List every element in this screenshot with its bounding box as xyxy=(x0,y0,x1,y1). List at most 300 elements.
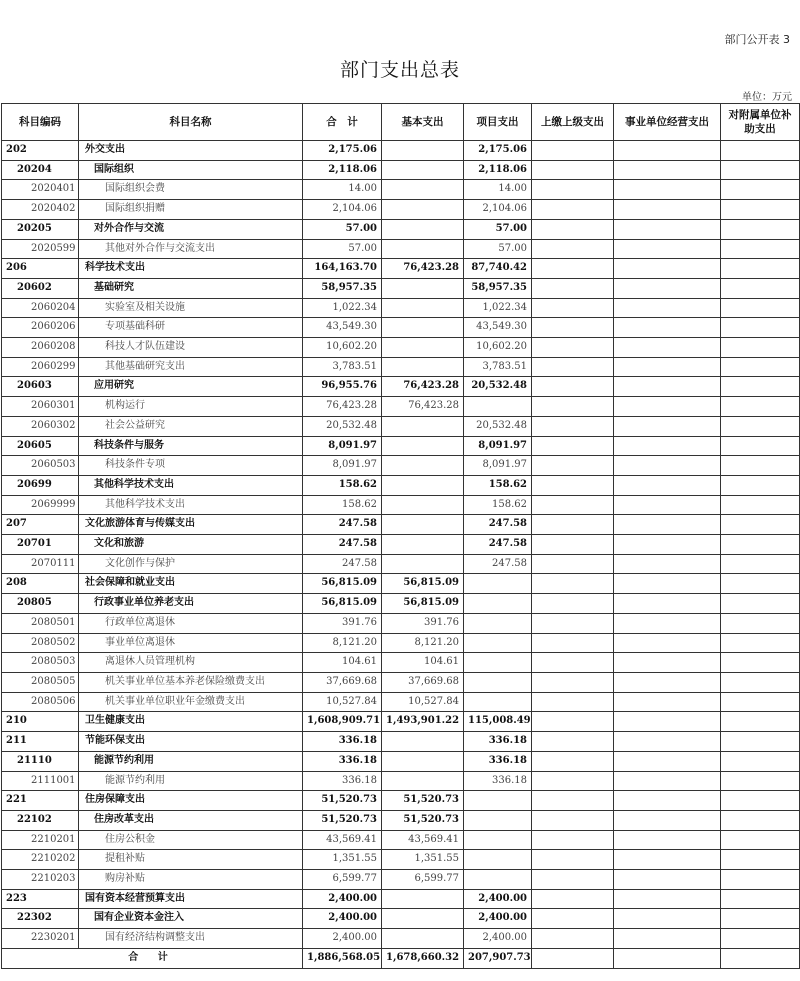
cell-project: 43,549.30 xyxy=(464,318,532,338)
cell-basic xyxy=(382,219,464,239)
cell-subsidy xyxy=(721,416,800,436)
subject-name: 对外合作与交流 xyxy=(79,219,303,239)
cell-business xyxy=(614,475,721,495)
cell-subsidy xyxy=(721,318,800,338)
cell-upper xyxy=(532,771,614,791)
total-row xyxy=(2,948,800,968)
subject-code: 20805 xyxy=(2,594,79,614)
cell-upper xyxy=(532,397,614,417)
table-row xyxy=(2,259,800,279)
cell-subsidy xyxy=(721,830,800,850)
cell-upper xyxy=(532,791,614,811)
cell-upper xyxy=(532,416,614,436)
cell-total: 3,783.51 xyxy=(303,357,382,377)
subject-code: 211 xyxy=(2,732,79,752)
cell-upper xyxy=(532,653,614,673)
cell-business xyxy=(614,200,721,220)
cell-business xyxy=(614,298,721,318)
cell-total: 104.61 xyxy=(303,653,382,673)
header-row xyxy=(2,104,800,141)
cell-project xyxy=(464,653,532,673)
cell-business xyxy=(614,495,721,515)
cell-total: 8,121.20 xyxy=(303,633,382,653)
cell-basic xyxy=(382,751,464,771)
cell-project xyxy=(464,830,532,850)
table-row xyxy=(2,909,800,929)
cell-subsidy xyxy=(721,298,800,318)
cell-project: 10,602.20 xyxy=(464,338,532,358)
cell-subsidy xyxy=(721,278,800,298)
table-row xyxy=(2,870,800,890)
subject-code: 2210201 xyxy=(2,830,79,850)
cell-project: 57.00 xyxy=(464,219,532,239)
cell-upper xyxy=(532,751,614,771)
cell-project: 247.58 xyxy=(464,535,532,555)
cell-project xyxy=(464,850,532,870)
cell-business xyxy=(614,456,721,476)
subject-code: 2080506 xyxy=(2,692,79,712)
table-row xyxy=(2,712,800,732)
cell-subsidy xyxy=(721,751,800,771)
cell-subsidy xyxy=(721,692,800,712)
table-row xyxy=(2,535,800,555)
cell-basic: 76,423.28 xyxy=(382,377,464,397)
cell-upper xyxy=(532,554,614,574)
cell-business xyxy=(614,574,721,594)
cell-subsidy xyxy=(721,200,800,220)
cell-subsidy xyxy=(721,180,800,200)
cell-business xyxy=(614,870,721,890)
subject-code: 21110 xyxy=(2,751,79,771)
subject-code: 2020402 xyxy=(2,200,79,220)
cell-upper xyxy=(532,870,614,890)
cell-total: 58,957.35 xyxy=(303,278,382,298)
subject-name: 外交支出 xyxy=(79,141,303,161)
cell-basic xyxy=(382,554,464,574)
cell-upper xyxy=(532,180,614,200)
cell-total: 56,815.09 xyxy=(303,594,382,614)
cell-upper xyxy=(532,850,614,870)
cell-basic xyxy=(382,318,464,338)
subject-code: 2210202 xyxy=(2,850,79,870)
subject-code: 2080503 xyxy=(2,653,79,673)
cell-subsidy xyxy=(721,141,800,161)
cell-business xyxy=(614,692,721,712)
cell-subsidy xyxy=(721,160,800,180)
subject-name: 购房补贴 xyxy=(79,870,303,890)
table-row xyxy=(2,929,800,949)
table-row xyxy=(2,397,800,417)
cell-business xyxy=(614,219,721,239)
cell-business xyxy=(614,535,721,555)
cell-business xyxy=(614,751,721,771)
cell-subsidy xyxy=(721,515,800,535)
cell-upper xyxy=(532,239,614,259)
cell-basic xyxy=(382,515,464,535)
cell-project: 3,783.51 xyxy=(464,357,532,377)
subject-code: 2060301 xyxy=(2,397,79,417)
total-project: 207,907.73 xyxy=(464,948,532,968)
subject-code: 210 xyxy=(2,712,79,732)
subject-name: 其他基础研究支出 xyxy=(79,357,303,377)
cell-total: 10,527.84 xyxy=(303,692,382,712)
cell-project: 14.00 xyxy=(464,180,532,200)
cell-subsidy xyxy=(721,219,800,239)
cell-upper xyxy=(532,436,614,456)
cell-total: 164,163.70 xyxy=(303,259,382,279)
cell-project xyxy=(464,613,532,633)
cell-subsidy xyxy=(721,436,800,456)
cell-project: 2,400.00 xyxy=(464,889,532,909)
subject-code: 2080505 xyxy=(2,672,79,692)
cell-basic: 6,599.77 xyxy=(382,870,464,890)
table-row xyxy=(2,318,800,338)
cell-subsidy xyxy=(721,554,800,574)
cell-project: 336.18 xyxy=(464,771,532,791)
table-row xyxy=(2,475,800,495)
subject-name: 其他科学技术支出 xyxy=(79,495,303,515)
cell-subsidy xyxy=(721,574,800,594)
table-row xyxy=(2,810,800,830)
cell-project: 87,740.42 xyxy=(464,259,532,279)
cell-basic xyxy=(382,456,464,476)
cell-business xyxy=(614,338,721,358)
total-sum: 1,886,568.05 xyxy=(303,948,382,968)
cell-total: 247.58 xyxy=(303,515,382,535)
subject-name: 能源节约利用 xyxy=(79,751,303,771)
total-basic: 1,678,660.32 xyxy=(382,948,464,968)
cell-total: 76,423.28 xyxy=(303,397,382,417)
cell-basic: 56,815.09 xyxy=(382,594,464,614)
cell-project: 20,532.48 xyxy=(464,416,532,436)
table-row xyxy=(2,574,800,594)
cell-basic xyxy=(382,298,464,318)
cell-upper xyxy=(532,633,614,653)
table-row xyxy=(2,554,800,574)
cell-upper xyxy=(532,456,614,476)
cell-basic: 76,423.28 xyxy=(382,397,464,417)
cell-total: 20,532.48 xyxy=(303,416,382,436)
cell-basic xyxy=(382,338,464,358)
cell-project: 247.58 xyxy=(464,554,532,574)
cell-basic xyxy=(382,929,464,949)
cell-subsidy xyxy=(721,338,800,358)
cell-upper xyxy=(532,594,614,614)
cell-subsidy xyxy=(721,495,800,515)
subject-name: 科技条件专项 xyxy=(79,456,303,476)
table-row xyxy=(2,889,800,909)
cell-business xyxy=(614,810,721,830)
subject-name: 其他科学技术支出 xyxy=(79,475,303,495)
cell-upper xyxy=(532,535,614,555)
subject-name: 机关事业单位职业年金缴费支出 xyxy=(79,692,303,712)
cell-basic: 76,423.28 xyxy=(382,259,464,279)
table-row xyxy=(2,791,800,811)
cell-basic xyxy=(382,535,464,555)
subject-name: 住房改革支出 xyxy=(79,810,303,830)
col-header-total: 合 计 xyxy=(303,104,382,141)
cell-upper xyxy=(532,475,614,495)
subject-name: 应用研究 xyxy=(79,377,303,397)
subject-code: 2069999 xyxy=(2,495,79,515)
cell-business xyxy=(614,712,721,732)
col-header-upper: 上缴上级支出 xyxy=(532,104,614,141)
cell-total: 1,608,909.71 xyxy=(303,712,382,732)
cell-business xyxy=(614,909,721,929)
cell-business xyxy=(614,160,721,180)
table-row xyxy=(2,830,800,850)
cell-subsidy xyxy=(721,732,800,752)
table-row xyxy=(2,653,800,673)
table-row xyxy=(2,219,800,239)
cell-business xyxy=(614,633,721,653)
cell-basic: 37,669.68 xyxy=(382,672,464,692)
cell-basic: 104.61 xyxy=(382,653,464,673)
subject-code: 20602 xyxy=(2,278,79,298)
cell-upper xyxy=(532,712,614,732)
cell-subsidy xyxy=(721,850,800,870)
table-row xyxy=(2,160,800,180)
cell-project: 8,091.97 xyxy=(464,456,532,476)
subject-name: 住房保障支出 xyxy=(79,791,303,811)
table-row xyxy=(2,771,800,791)
subject-name: 社会公益研究 xyxy=(79,416,303,436)
cell-project xyxy=(464,633,532,653)
total-subsidy xyxy=(721,948,800,968)
cell-basic xyxy=(382,200,464,220)
table-row xyxy=(2,515,800,535)
cell-project: 20,532.48 xyxy=(464,377,532,397)
cell-basic xyxy=(382,732,464,752)
cell-total: 2,118.06 xyxy=(303,160,382,180)
form-number: 部门公开表 3 xyxy=(724,33,790,46)
cell-subsidy xyxy=(721,259,800,279)
cell-project: 57.00 xyxy=(464,239,532,259)
cell-total: 158.62 xyxy=(303,495,382,515)
table-row xyxy=(2,141,800,161)
subject-name: 能源节约利用 xyxy=(79,771,303,791)
subject-code: 2230201 xyxy=(2,929,79,949)
cell-business xyxy=(614,889,721,909)
subject-code: 2060208 xyxy=(2,338,79,358)
subject-name: 离退休人员管理机构 xyxy=(79,653,303,673)
cell-total: 96,955.76 xyxy=(303,377,382,397)
cell-business xyxy=(614,239,721,259)
total-label: 合 计 xyxy=(2,948,303,968)
cell-total: 247.58 xyxy=(303,535,382,555)
subject-code: 2060204 xyxy=(2,298,79,318)
table-row xyxy=(2,239,800,259)
subject-name: 行政单位离退休 xyxy=(79,613,303,633)
cell-business xyxy=(614,259,721,279)
cell-upper xyxy=(532,810,614,830)
cell-upper xyxy=(532,259,614,279)
cell-business xyxy=(614,672,721,692)
cell-business xyxy=(614,278,721,298)
cell-subsidy xyxy=(721,633,800,653)
cell-basic xyxy=(382,239,464,259)
cell-upper xyxy=(532,692,614,712)
subject-name: 文化和旅游 xyxy=(79,535,303,555)
subject-name: 国际组织会费 xyxy=(79,180,303,200)
table-row xyxy=(2,495,800,515)
cell-project xyxy=(464,870,532,890)
cell-subsidy xyxy=(721,594,800,614)
cell-total: 57.00 xyxy=(303,239,382,259)
cell-basic: 56,815.09 xyxy=(382,574,464,594)
subject-code: 221 xyxy=(2,791,79,811)
cell-project: 2,175.06 xyxy=(464,141,532,161)
cell-upper xyxy=(532,318,614,338)
cell-subsidy xyxy=(721,929,800,949)
cell-upper xyxy=(532,377,614,397)
cell-total: 158.62 xyxy=(303,475,382,495)
cell-upper xyxy=(532,357,614,377)
subject-code: 2060503 xyxy=(2,456,79,476)
cell-subsidy xyxy=(721,397,800,417)
table-row xyxy=(2,692,800,712)
cell-business xyxy=(614,929,721,949)
cell-total: 336.18 xyxy=(303,751,382,771)
table-row xyxy=(2,672,800,692)
cell-subsidy xyxy=(721,613,800,633)
subject-name: 行政事业单位养老支出 xyxy=(79,594,303,614)
col-header-business: 事业单位经营支出 xyxy=(614,104,721,141)
cell-subsidy xyxy=(721,771,800,791)
subject-name: 国有经济结构调整支出 xyxy=(79,929,303,949)
table-row xyxy=(2,732,800,752)
cell-upper xyxy=(532,515,614,535)
cell-business xyxy=(614,416,721,436)
cell-upper xyxy=(532,929,614,949)
table-row xyxy=(2,338,800,358)
col-header-name: 科目名称 xyxy=(79,104,303,141)
cell-basic: 43,569.41 xyxy=(382,830,464,850)
subject-name: 机构运行 xyxy=(79,397,303,417)
table-row xyxy=(2,613,800,633)
subject-code: 2020599 xyxy=(2,239,79,259)
cell-project: 1,022.34 xyxy=(464,298,532,318)
cell-project: 158.62 xyxy=(464,495,532,515)
subject-name: 国际组织 xyxy=(79,160,303,180)
cell-project xyxy=(464,594,532,614)
cell-business xyxy=(614,771,721,791)
cell-basic xyxy=(382,475,464,495)
table-row xyxy=(2,456,800,476)
subject-name: 国有企业资本金注入 xyxy=(79,909,303,929)
subject-code: 2070111 xyxy=(2,554,79,574)
cell-basic xyxy=(382,495,464,515)
cell-upper xyxy=(532,278,614,298)
cell-subsidy xyxy=(721,239,800,259)
subject-code: 2111001 xyxy=(2,771,79,791)
cell-total: 43,569.41 xyxy=(303,830,382,850)
table-row xyxy=(2,416,800,436)
table-row xyxy=(2,377,800,397)
cell-subsidy xyxy=(721,456,800,476)
cell-project xyxy=(464,397,532,417)
cell-business xyxy=(614,515,721,535)
cell-upper xyxy=(532,495,614,515)
cell-business xyxy=(614,613,721,633)
cell-business xyxy=(614,554,721,574)
subject-name: 住房公积金 xyxy=(79,830,303,850)
cell-total: 1,022.34 xyxy=(303,298,382,318)
cell-upper xyxy=(532,830,614,850)
cell-project: 8,091.97 xyxy=(464,436,532,456)
cell-total: 247.58 xyxy=(303,554,382,574)
table-body xyxy=(2,141,800,949)
cell-basic xyxy=(382,160,464,180)
page-title: 部门支出总表 xyxy=(339,59,460,81)
cell-total: 2,400.00 xyxy=(303,929,382,949)
subject-name: 国际组织捐赠 xyxy=(79,200,303,220)
subject-name: 提租补贴 xyxy=(79,850,303,870)
cell-basic xyxy=(382,436,464,456)
cell-subsidy xyxy=(721,535,800,555)
cell-subsidy xyxy=(721,653,800,673)
subject-code: 20605 xyxy=(2,436,79,456)
cell-basic: 8,121.20 xyxy=(382,633,464,653)
cell-subsidy xyxy=(721,889,800,909)
table-row xyxy=(2,357,800,377)
cell-project: 2,104.06 xyxy=(464,200,532,220)
expenditure-table xyxy=(1,103,800,969)
cell-total: 1,351.55 xyxy=(303,850,382,870)
subject-name: 专项基础科研 xyxy=(79,318,303,338)
cell-total: 51,520.73 xyxy=(303,810,382,830)
cell-total: 51,520.73 xyxy=(303,791,382,811)
table-row xyxy=(2,633,800,653)
cell-total: 391.76 xyxy=(303,613,382,633)
cell-project: 2,400.00 xyxy=(464,909,532,929)
cell-total: 6,599.77 xyxy=(303,870,382,890)
subject-name: 节能环保支出 xyxy=(79,732,303,752)
cell-upper xyxy=(532,613,614,633)
cell-business xyxy=(614,377,721,397)
cell-project: 336.18 xyxy=(464,751,532,771)
cell-business xyxy=(614,141,721,161)
cell-basic xyxy=(382,141,464,161)
subject-code: 2210203 xyxy=(2,870,79,890)
table-row xyxy=(2,594,800,614)
cell-subsidy xyxy=(721,791,800,811)
cell-project xyxy=(464,692,532,712)
col-header-basic: 基本支出 xyxy=(382,104,464,141)
cell-total: 2,104.06 xyxy=(303,200,382,220)
cell-total: 56,815.09 xyxy=(303,574,382,594)
subject-code: 208 xyxy=(2,574,79,594)
cell-basic xyxy=(382,889,464,909)
cell-business xyxy=(614,397,721,417)
cell-upper xyxy=(532,160,614,180)
cell-basic: 51,520.73 xyxy=(382,810,464,830)
cell-basic xyxy=(382,909,464,929)
cell-project: 115,008.49 xyxy=(464,712,532,732)
cell-total: 2,400.00 xyxy=(303,909,382,929)
cell-project: 336.18 xyxy=(464,732,532,752)
cell-business xyxy=(614,850,721,870)
cell-project xyxy=(464,791,532,811)
total-business xyxy=(614,948,721,968)
table-row xyxy=(2,751,800,771)
cell-total: 2,400.00 xyxy=(303,889,382,909)
total-upper xyxy=(532,948,614,968)
cell-project: 2,118.06 xyxy=(464,160,532,180)
subject-code: 2080501 xyxy=(2,613,79,633)
cell-basic: 10,527.84 xyxy=(382,692,464,712)
cell-subsidy xyxy=(721,870,800,890)
